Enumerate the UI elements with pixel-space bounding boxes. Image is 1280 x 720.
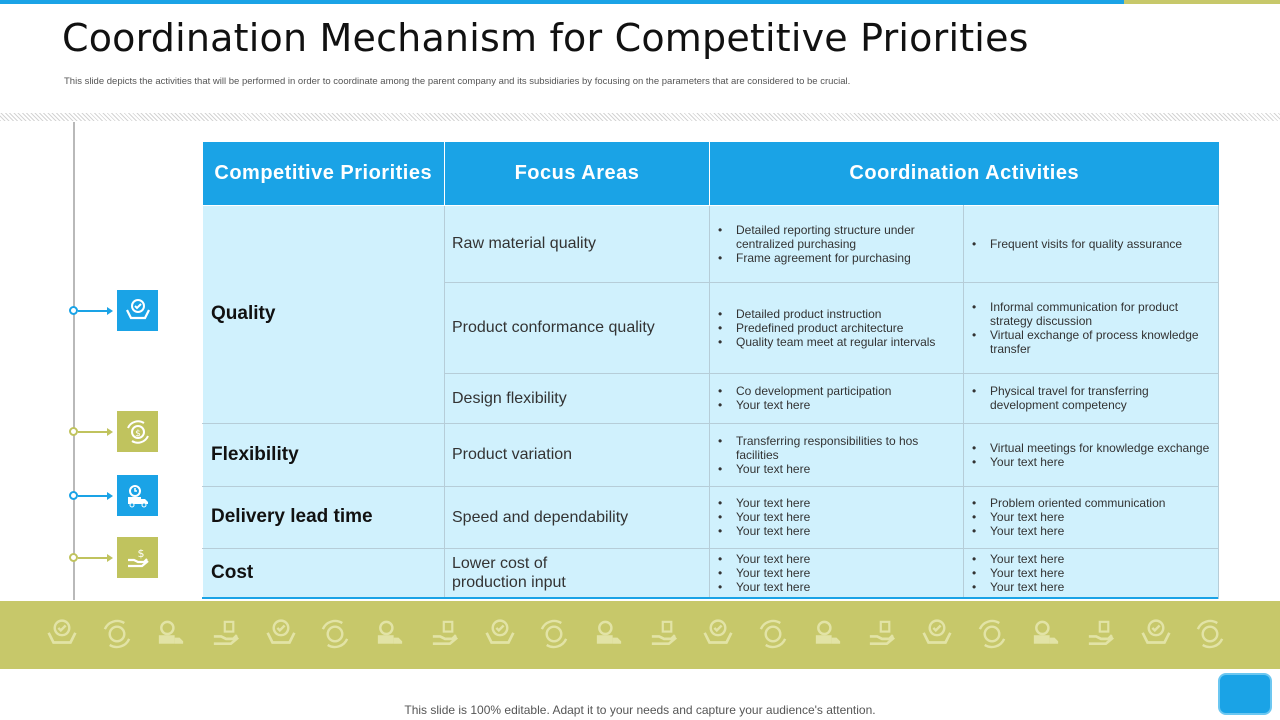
hands-check-icon — [700, 616, 736, 652]
list-item: • Co development participation — [718, 384, 957, 398]
list-item: • Quality team meet at regular intervals — [718, 335, 957, 349]
priority-delivery-lead-time: Delivery lead time — [203, 486, 445, 548]
header-coordination-activities: Coordination Activities — [710, 142, 1219, 205]
svg-text:$: $ — [134, 428, 141, 439]
focus-area: Design flexibility — [445, 373, 710, 423]
timeline-node — [69, 427, 78, 436]
activities-cell — [964, 423, 1219, 486]
priorities-table — [202, 142, 1219, 599]
hand-dollar-icon — [208, 616, 244, 652]
list-item: • Virtual meetings for knowledge exchange — [972, 441, 1212, 455]
hands-check-icon — [263, 616, 299, 652]
list-item: • Your text here — [972, 566, 1212, 580]
list-item: • Detailed reporting structure under centralized purchasing — [718, 223, 957, 251]
hand-dollar-icon — [117, 537, 158, 578]
list-item: • Your text here — [972, 524, 1212, 538]
corner-button[interactable] — [1218, 673, 1272, 715]
list-item: • Your text here — [718, 462, 957, 476]
list-item: • Physical travel for transferring development competency — [972, 384, 1212, 412]
hands-check-icon — [44, 616, 80, 652]
arrow-right-icon — [107, 554, 113, 562]
coin-exchange-icon — [755, 616, 791, 652]
table-row — [203, 486, 1219, 548]
focus-area: Product conformance quality — [445, 282, 710, 373]
list-item: • Your text here — [718, 566, 957, 580]
activities-cell — [964, 282, 1219, 373]
list-item: • Predefined product architecture — [718, 321, 957, 335]
arrow-right-icon — [107, 428, 113, 436]
list-item: • Your text here — [718, 398, 957, 412]
delivery-truck-clock-icon — [810, 616, 846, 652]
activities-cell — [710, 282, 964, 373]
timeline-node — [69, 491, 78, 500]
decorative-icon-strip — [44, 616, 1244, 656]
activities-cell — [710, 486, 964, 548]
delivery-truck-clock-icon — [117, 475, 158, 516]
activities-cell — [964, 205, 1219, 282]
timeline-connector — [78, 495, 108, 497]
coin-exchange-icon — [1192, 616, 1228, 652]
priority-flexibility: Flexibility — [203, 423, 445, 486]
table-header-row — [203, 142, 1219, 205]
focus-area: Speed and dependability — [445, 486, 710, 548]
page-title: Coordination Mechanism for Competitive Priorities — [62, 16, 1029, 60]
list-item: • Frame agreement for purchasing — [718, 251, 957, 265]
timeline-node — [69, 306, 78, 315]
list-item: • Your text here — [718, 496, 957, 510]
activities-cell — [964, 373, 1219, 423]
list-item: • Your text here — [718, 510, 957, 524]
timeline-line — [73, 122, 75, 600]
list-item: • Your text here — [972, 552, 1212, 566]
header-focus-areas: Focus Areas — [445, 142, 710, 205]
focus-area: Product variation — [445, 423, 710, 486]
list-item: • Frequent visits for quality assurance — [972, 237, 1212, 251]
list-item: • Problem oriented communication — [972, 496, 1212, 510]
activities-cell — [964, 486, 1219, 548]
timeline-connector — [78, 557, 108, 559]
hand-dollar-icon — [864, 616, 900, 652]
hands-check-icon — [919, 616, 955, 652]
coin-exchange-icon — [974, 616, 1010, 652]
coin-exchange-icon — [536, 616, 572, 652]
hands-check-icon — [117, 290, 158, 331]
hand-dollar-icon — [1083, 616, 1119, 652]
focus-area-line: production input — [452, 574, 566, 591]
arrow-right-icon — [107, 307, 113, 315]
hand-dollar-icon — [427, 616, 463, 652]
list-item: • Your text here — [972, 455, 1212, 469]
table-bottom-border — [202, 597, 1218, 599]
focus-area-line: Lower cost of — [452, 555, 548, 572]
delivery-truck-clock-icon — [591, 616, 627, 652]
delivery-truck-clock-icon — [1028, 616, 1064, 652]
hatched-divider — [0, 113, 1280, 121]
top-accent-bar-blue — [0, 0, 1124, 4]
timeline-connector — [78, 310, 108, 312]
table-row — [203, 548, 1219, 598]
hands-check-icon — [482, 616, 518, 652]
list-item: • Your text here — [972, 580, 1212, 594]
hand-dollar-icon — [646, 616, 682, 652]
svg-text:$: $ — [137, 546, 144, 560]
table-row — [203, 423, 1219, 486]
list-item: • Your text here — [718, 524, 957, 538]
activities-cell — [710, 423, 964, 486]
delivery-truck-clock-icon — [153, 616, 189, 652]
footer-note: This slide is 100% editable. Adapt it to your needs and capture your audience's attention. — [404, 703, 876, 717]
arrow-right-icon — [107, 492, 113, 500]
activities-cell — [710, 205, 964, 282]
list-item: • Informal communication for product strategy discussion — [972, 300, 1212, 328]
focus-area — [445, 548, 710, 598]
activities-cell — [710, 373, 964, 423]
list-item: • Transferring responsibilities to hos facilities — [718, 434, 957, 462]
focus-area: Raw material quality — [445, 205, 710, 282]
top-accent-bar-green — [1124, 0, 1280, 4]
activities-cell — [710, 548, 964, 598]
list-item: • Your text here — [718, 552, 957, 566]
activities-cell — [964, 548, 1219, 598]
coin-exchange-icon — [99, 616, 135, 652]
list-item: • Detailed product instruction — [718, 307, 957, 321]
list-item: • Your text here — [718, 580, 957, 594]
page-subtitle: This slide depicts the activities that will be performed in order to coordinate among the parent company and its subsidiaries by focusing on the parameters that are considered to be crucial. — [64, 76, 851, 87]
timeline-node — [69, 553, 78, 562]
coin-exchange-icon — [317, 616, 353, 652]
table-row — [203, 205, 1219, 282]
timeline-connector — [78, 431, 108, 433]
list-item: • Your text here — [972, 510, 1212, 524]
list-item: • Virtual exchange of process knowledge transfer — [972, 328, 1212, 356]
hands-check-icon — [1138, 616, 1174, 652]
coin-exchange-icon — [117, 411, 158, 452]
priority-cost: Cost — [203, 548, 445, 598]
delivery-truck-clock-icon — [372, 616, 408, 652]
header-competitive-priorities: Competitive Priorities — [203, 142, 445, 205]
priority-quality: Quality — [203, 205, 445, 423]
